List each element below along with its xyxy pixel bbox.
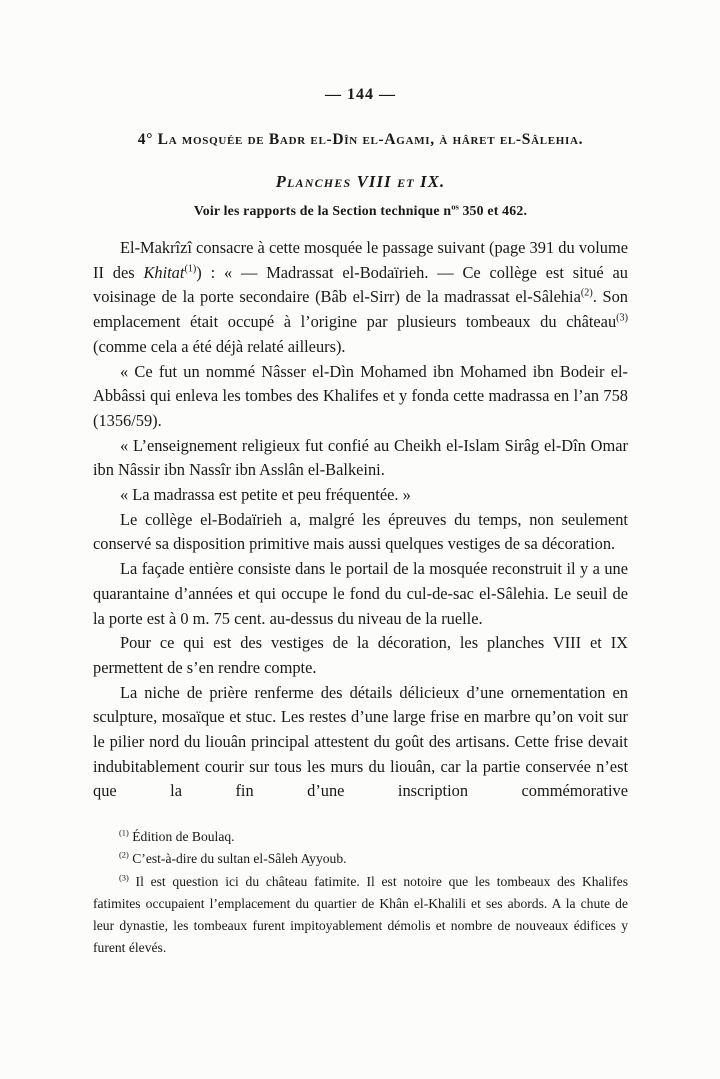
page-number: — 144 — [325,86,396,103]
footnote [93,871,628,960]
text-run: Il est question ici du château fatimite. Il est notoire que les tombeaux des Khalifes fatimites occupaient l’emplacement du quartier de Khân el-Khalili et ses abords. A la chute de leur dynastie, les tombeaux furent impitoyablement démolis et nombre de nouveaux édifices y furent élevés. [93,873,628,956]
text-run: « Ce fut un nommé Nâsser el-Dìn Mohamed ibn Mohamed ibn Bodeir el-Abbâssi qui enleva les tombes des Khalifes et y fonda cette madrassa en l’an 758 (1356/59). [93,361,628,430]
technical-note-superscript: os [451,201,459,212]
footnote-ref: (3) [119,872,129,883]
body-paragraph [93,508,628,557]
section-heading: 4° La mosquée de Badr el-Dîn el-Agami, à hâret el-Sâlehia. [137,131,584,148]
footnote [93,826,628,848]
body-paragraph [93,483,628,508]
technical-note [93,203,628,219]
plates-subtitle: Planches VIII et IX. [275,172,446,191]
text-run: Pour ce qui est des vestiges de la décoration, les planches VIII et IX permettent de s’en rendre compte. [93,633,628,677]
body-text [93,236,628,804]
footnote-ref: (3) [616,312,628,324]
text-run: « L’enseignement religieux fut confié au Cheikh el-Islam Sirâg el-Dîn Omar ibn Nâssir ibn Nassîr ibn Asslân el-Balkeini. [93,435,628,480]
body-paragraph [93,681,628,805]
body-paragraph [93,631,628,680]
text-run: Le collège el-Bodaïrieh a, malgré les épreuves du temps, non seulement conservé sa disposition primitive mais aussi quelques vestiges de sa décoration. [93,509,628,554]
italic-text-run: Khitat [143,262,185,282]
technical-note-suffix: 350 et 462. [458,203,528,218]
footnote-ref: (2) [119,849,129,860]
text-run: C’est-à-dire du sultan el-Sâleh Ayyoub. [128,851,347,867]
footnote [93,848,628,870]
text-run: (comme cela a été déjà relaté ailleurs). [93,336,346,356]
text-run: « La madrassa est petite et peu fréquentée. » [120,485,411,505]
body-paragraph [93,360,628,434]
body-paragraph [93,557,628,631]
body-paragraph [93,434,628,483]
text-run: La niche de prière renferme des détails délicieux d’une ornementation en sculpture, mosaïque et stuc. Les restes d’une large frise en marbre qu’on voit sur le pilier nord du liouân principal attestent du goût des artisans. Cette frise devait indubitablement courir sur tous les murs du liouân, car la partie conservée n’est que la fin d’une inscription commémorative [93,682,628,801]
body-paragraph [93,236,628,360]
text-run: El-Makrîzî consacre à cette mosquée le passage suivant (page 391 du volume II des [93,238,628,282]
footnote-ref: (2) [580,287,593,299]
text-run: ) : « — Madrassat el-Bodaïrieh. — Ce collège est situé au voisinage de la porte secondaire (Bâb el-Sirr) de la madrassat el-Sâlehia [93,262,628,307]
text-run: Édition de Boulaq. [128,829,235,845]
text-run: La façade entière consiste dans le portail de la mosquée reconstruit il y a une quarantaine d’années et qui occupe le fond du cul-de-sac el-Sâlehia. Le seuil de la porte est à 0 m. 75 cent. au-dessus du niveau de la ruelle. [93,559,628,628]
footnote-ref: (1) [119,827,129,838]
footnote-ref: (1) [184,263,197,275]
footnotes [93,826,628,959]
technical-note-prefix: Voir les rapports de la Section technique n [193,203,452,218]
text-run: . Son emplacement était occupé à l’origine par plusieurs tombeaux du château [93,287,628,332]
